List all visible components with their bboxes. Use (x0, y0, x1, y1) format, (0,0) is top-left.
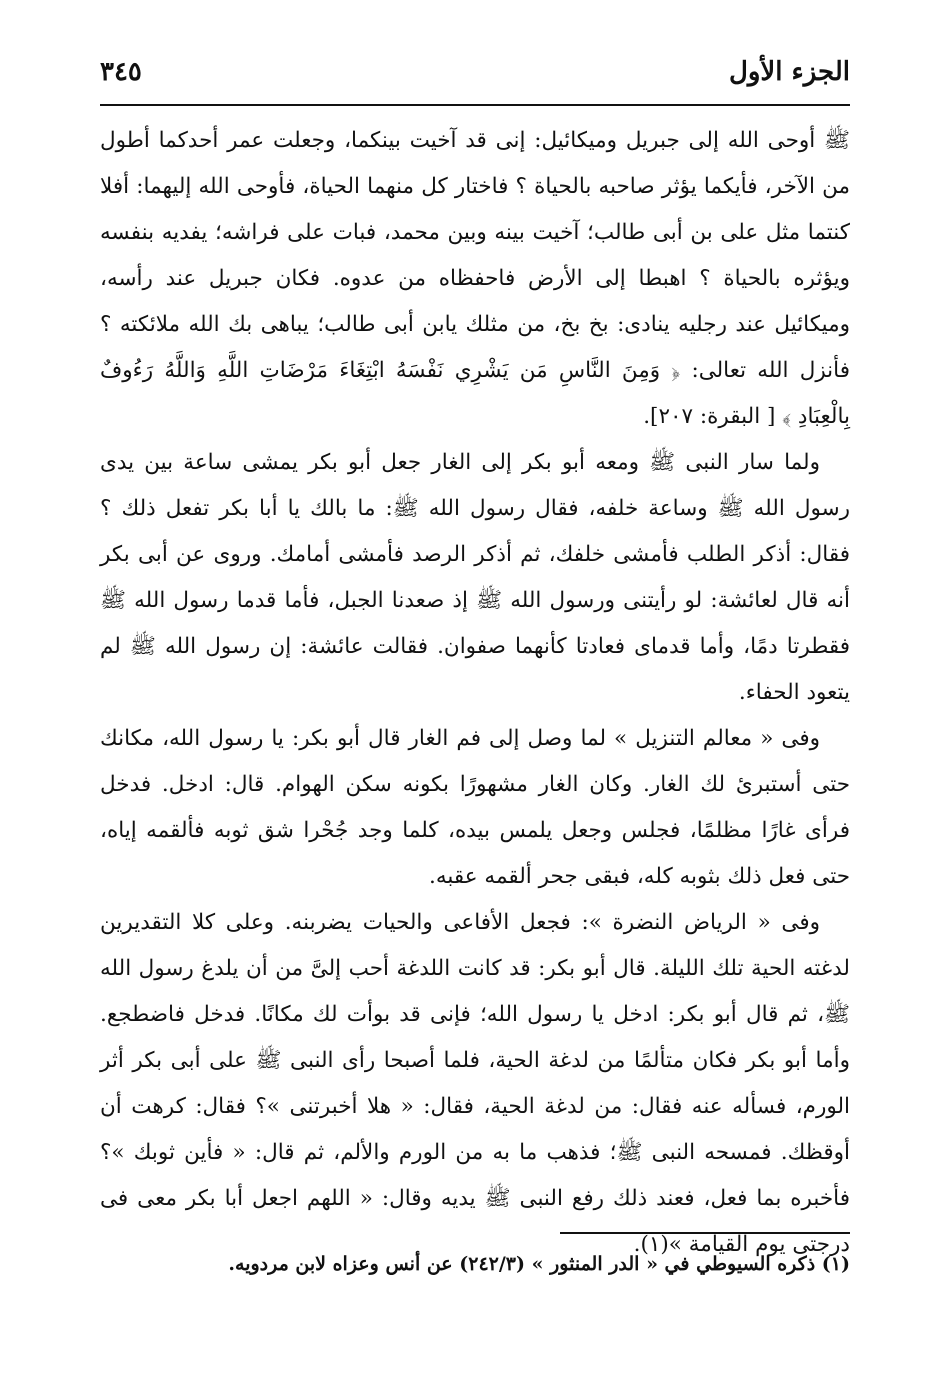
paragraph: وفى « الرياض النضرة »: فجعل الأفاعى والحيات يضربنه. وعلى كلا التقديرين لدغته الحية تلك الليلة. قال أبو بكر: قد كانت اللدغة أحب إلىَّ من أن يلدغ رسول الله ﷺ، ثم قال أبو بكر: ادخل يا رسول الله؛ فإنى قد بوأت لك مكانًا. فدخل فاضطجع. وأما أبو بكر فكان متألمًا من لدغة الحية، فلما أصبحا رأى النبى ﷺ على أبى بكر أثر الورم، فسأله عنه فقال: من لدغة الحية، فقال: « هلا أخبرتنى »؟ فقال: كرهت أن أوقظك. فمسحه النبى ﷺ؛ فذهب ما به من الورم والألم، ثم قال: « فأين ثوبك »؟ فأخبره بما فعل، فعند ذلك رفع النبى ﷺ يديه وقال: « اللهم اجعل أبا بكر معى فى درجتى يوم القيامة »(١). (100, 910, 850, 1257)
main-text (100, 118, 850, 1268)
page-header (100, 50, 850, 94)
running-title: الجزء الأول (728, 57, 850, 87)
footnote-divider (560, 1232, 850, 1234)
page-number: ٣٤٥ (100, 57, 142, 87)
paragraph: وفى « معالم التنزيل » لما وصل إلى فم الغار قال أبو بكر: يا رسول الله، مكانك حتى أستبرئ لك الغار. وكان الغار مشهورًا بكونه سكن الهوام. قال: ادخل. فدخل فرأى غارًا مظلمًا، فجلس وجعل يلمس بيده، كلما وجد جُحْرا شق ثوبه فألقمه إياه، حتى فعل ذلك بثوبه كله، فبقى جحر ألقمه عقبه. (100, 726, 850, 889)
paragraph: ولما سار النبى ﷺ ومعه أبو بكر إلى الغار جعل أبو بكر يمشى ساعة بين يدى رسول الله ﷺ وساعة خلفه، فقال رسول الله ﷺ: ما بالك يا أبا بكر تفعل ذلك ؟ فقال: أذكر الطلب فأمشى خلفك، ثم أذكر الرصد فأمشى أمامك. وروى عن أبى بكر أنه قال لعائشة: لو رأيتنى ورسول الله ﷺ إذ صعدنا الجبل، فأما قدما رسول الله ﷺ فقطرتا دمًا، وأما قدماى فعادتا كأنهما صفوان. فقالت عائشة: إن رسول الله ﷺ لم يتعود الحفاء. (100, 450, 850, 705)
footnote: (١) ذكره السيوطي في « الدر المنثور » (٢٤٢/٣) عن أنس وعزاه لابن مردويه. (228, 1253, 850, 1275)
header-divider (100, 104, 850, 106)
paragraph: ﷺ أوحى الله إلى جبريل وميكائيل: إنى قد آخيت بينكما، وجعلت عمر أحدكما أطول من الآخر، فأيكما يؤثر صاحبه بالحياة ؟ فاختار كل منهما الحياة، فأوحى الله إليهما: أفلا كنتما مثل على بن أبى طالب؛ آخيت بينه وبين محمد، فبات على فراشه؛ يفديه بنفسه ويؤثره بالحياة ؟ اهبطا إلى الأرض فاحفظاه من عدوه. فكان جبريل عند رأسه، وميكائيل عند رجليه ينادى: بخ بخ، من مثلك يابن أبى طالب؛ يباهى بك الله ملائكته ؟ فأنزل الله تعالى: ﴿ وَمِنَ النَّاسِ مَن يَشْرِي نَفْسَهُ ابْتِغَاءَ مَرْضَاتِ اللَّهِ وَاللَّهُ رَءُوفٌ بِالْعِبَادِ ﴾ [ البقرة: ٢٠٧]. (100, 128, 850, 429)
